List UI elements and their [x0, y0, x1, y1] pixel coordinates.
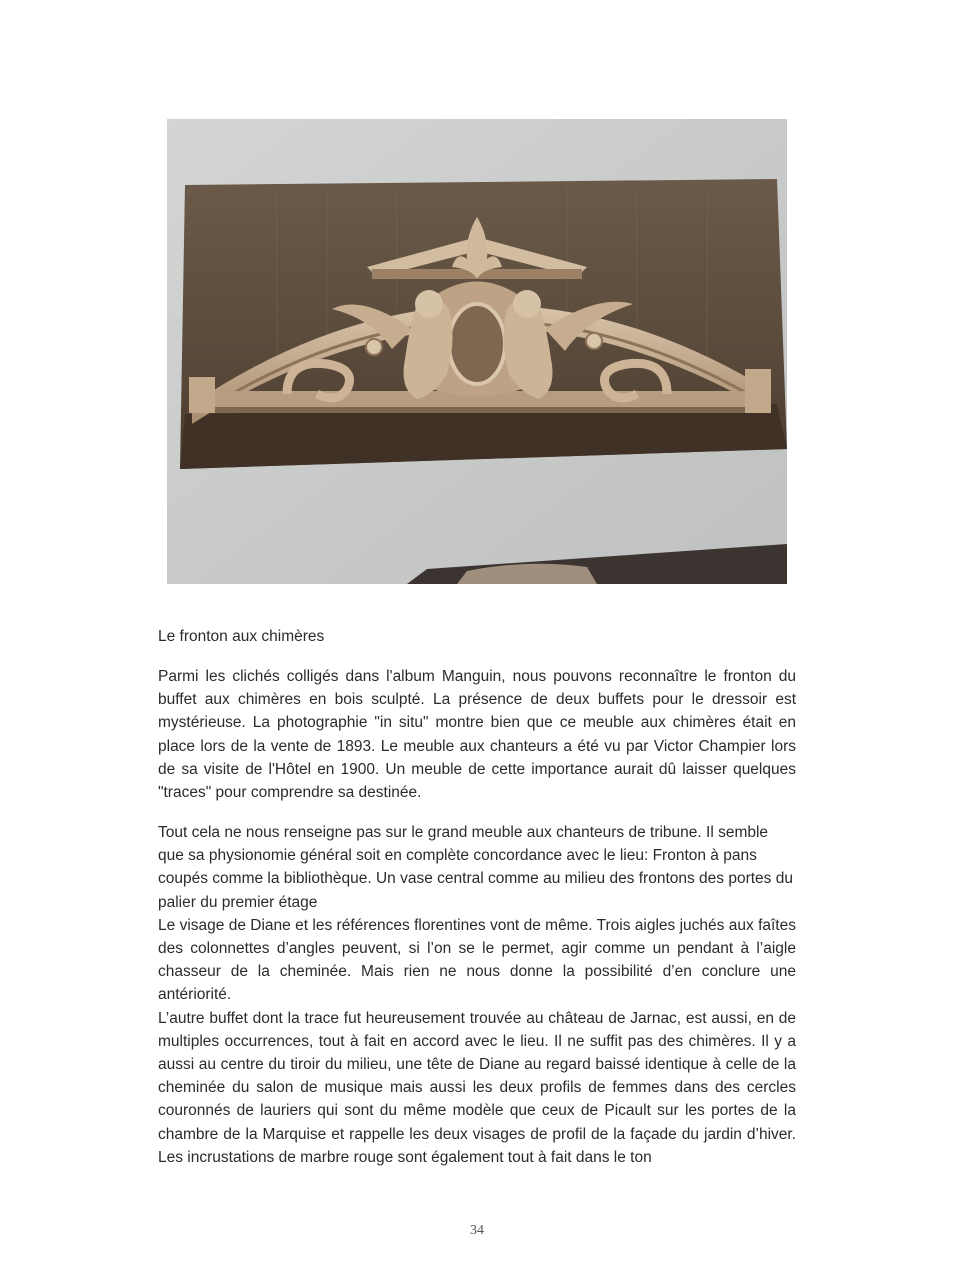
paragraph-text: L’autre buffet dont la trace fut heureusement trouvée au château de Jarnac, est aussi, en de multiples occurrences, tout à fait en accord avec le lieu. Il ne suffit pas des chimères. Il y a aussi au centre du tiroir du milieu, une tête de Diane au regard baissé identique à celle de la cheminée du salon de musique mais aussi les deux profils de femmes dans des cercles couronnés de lauriers qui sont du même modèle que ceux de Picault sur les portes de la chambre de la Marquise et rappelle les deux visages de profil de la façade du jardin d’hiver. Les incrustations de marbre rouge sont également tout à fait dans le ton — [158, 1009, 796, 1166]
paragraph-text: Le visage de Diane et les références florentines vont de même. Trois aigles juchés aux faîtes des colonnettes d’angles peuvent, si l’on se le permet, agir comme un pendant à l’aigle chasseur de la cheminée. Mais rien ne nous donne la possibilité d’en conclure une antériorité. — [158, 916, 796, 1004]
body-paragraph-1 — [158, 665, 796, 804]
pediment-photograph — [167, 119, 787, 584]
photo-caption: Le fronton aux chimères — [158, 628, 325, 645]
page-number: 34 — [470, 1223, 484, 1238]
paragraph-text: Tout cela ne nous renseigne pas sur le grand meuble aux chanteurs de tribune. Il semble que sa physionomie général soit en complète concordance avec le lieu: Fronton à pans coupés comme la bibliothèque. Un vase central comme au milieu des frontons des portes du palier du premier étage — [158, 824, 793, 911]
paragraph-text: Parmi les clichés colligés dans l'album Manguin, nous pouvons reconnaître le fronton du buffet aux chimères en bois sculpté. La présence de deux buffets pour le dressoir est mystérieuse. La photographie "in situ" montre bien que ce meuble aux chimères était en place lors de la vente de 1893. Le meuble aux chanteurs a été vu par Victor Champier lors de sa visite de l'Hôtel en 1900. Un meuble de cette importance aurait dû laisser quelques "traces" pour comprendre sa destinée. — [158, 668, 796, 802]
pediment-photo-illustration — [167, 119, 787, 584]
body-text-section — [158, 821, 796, 1169]
